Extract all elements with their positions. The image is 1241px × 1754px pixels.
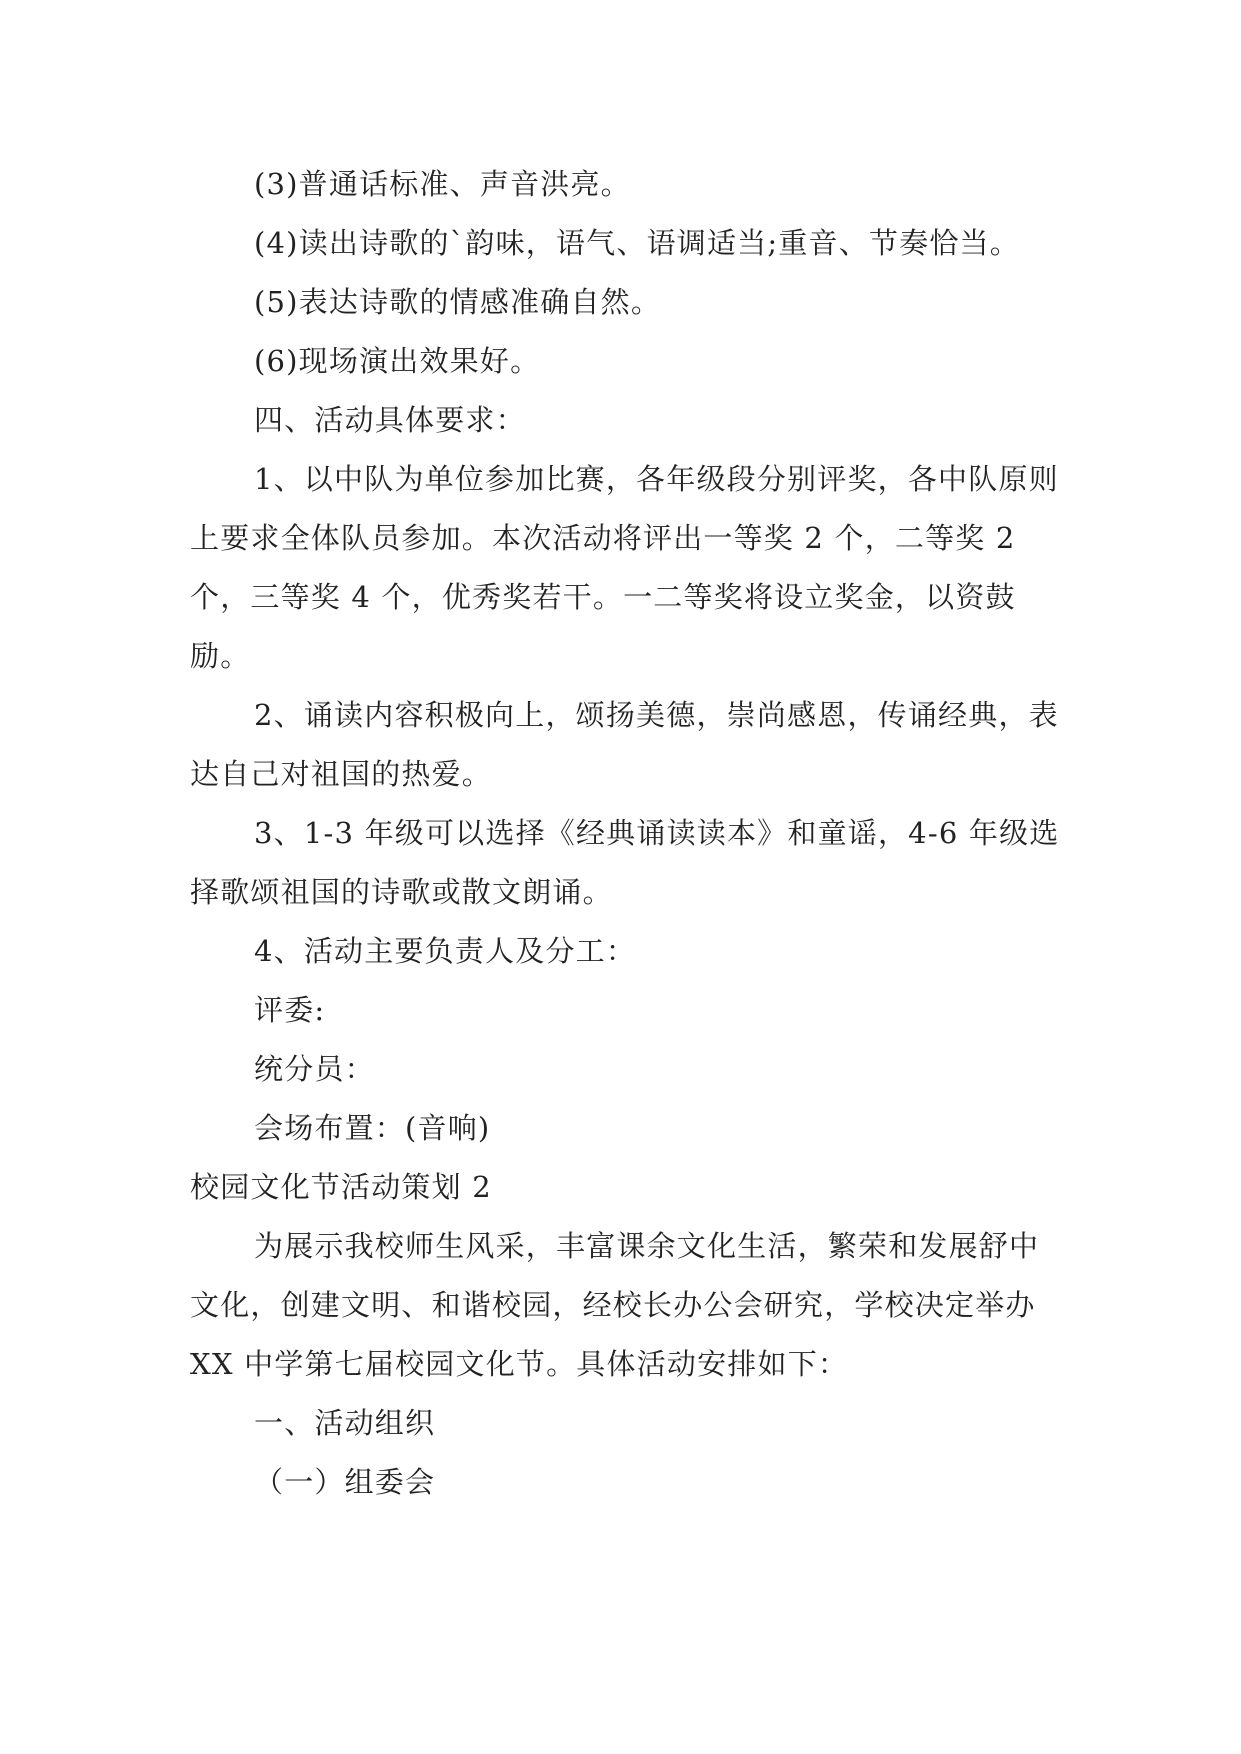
document-title-plan-2: 校园文化节活动策划 2 [190,1170,492,1204]
document-body [190,155,1060,1512]
paragraph-criterion-3: (3)普通话标准、声音洪亮。 [254,167,631,201]
subsection-heading-committee: （一）组委会 [254,1465,436,1499]
line-venue-setup: 会场布置：(音响) [254,1111,491,1145]
line-scorers: 统分员： [254,1052,375,1086]
paragraph-requirement-3: 3、1-3 年级可以选择《经典诵读读本》和童谣，4-6 年级选择歌颂祖国的诗歌或散文朗诵。 [190,816,1060,909]
paragraph-requirement-2: 2、诵读内容积极向上，颂扬美德，崇尚感恩，传诵经典，表达自己对祖国的热爱。 [190,698,1059,791]
section-heading-organization: 一、活动组织 [254,1406,436,1440]
paragraph-introduction: 为展示我校师生风采，丰富课余文化生活，繁荣和发展舒中文化，创建文明、和谐校园，经校长办公会研究，学校决定举办 XX 中学第七届校园文化节。具体活动安排如下： [190,1229,1040,1381]
line-judges: 评委: [254,993,326,1027]
paragraph-criterion-6: (6)现场演出效果好。 [254,344,541,378]
paragraph-requirement-1: 1、以中队为单位参加比赛，各年级段分别评奖，各中队原则上要求全体队员参加。本次活动将评出一等奖 2 个，二等奖 2 个，三等奖 4 个，优秀奖若干。一二等奖将设立奖金，以资鼓励。 [190,462,1059,673]
paragraph-criterion-5: (5)表达诗歌的情感准确自然。 [254,285,662,319]
paragraph-criterion-4: (4)读出诗歌的`韵味，语气、语调适当;重音、节奏恰当。 [254,226,1020,260]
section-heading-requirements: 四、活动具体要求： [254,403,526,437]
paragraph-requirement-4: 4、活动主要负责人及分工： [254,934,637,968]
